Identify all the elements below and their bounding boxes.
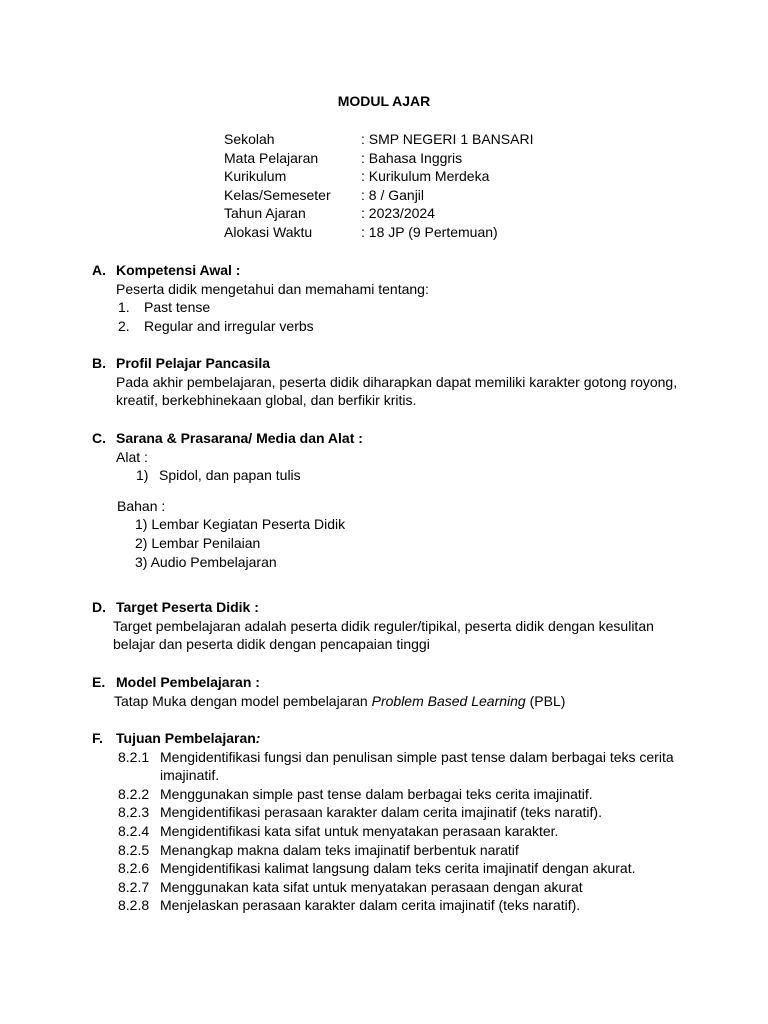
info-row — [224, 204, 533, 223]
list-item — [92, 317, 692, 336]
list-item: 3) Audio Pembelajaran — [135, 553, 277, 570]
list-number: 1. — [118, 299, 130, 316]
info-label: Kelas/Semeseter — [224, 186, 331, 203]
objective-text: Menangkap makna dalam teks imajinatif berbentuk naratif — [160, 841, 519, 858]
section-tujuan-pembelajaran — [92, 729, 692, 915]
section-profil-pelajar — [92, 354, 692, 410]
objective-text: Mengidentifikasi perasaan karakter dalam cerita imajinatif (teks naratif). — [160, 804, 602, 821]
info-value: : Bahasa Inggris — [361, 149, 463, 166]
section-letter: A. — [92, 262, 106, 278]
objective-number: 8.2.2 — [118, 785, 150, 802]
section-letter: C. — [92, 430, 106, 446]
objective-text: Menggunakan simple past tense dalam berbagai teks cerita imajinatif. — [160, 785, 593, 802]
section-letter: B. — [92, 355, 106, 371]
section-heading — [92, 673, 692, 692]
list-item — [92, 298, 692, 317]
section-letter: F. — [92, 730, 103, 746]
list-number: 2. — [118, 317, 130, 334]
objective-text: Mengidentifikasi fungsi dan penulisan simple past tense dalam berbagai teks cerita imajinatif. — [160, 748, 674, 784]
bahan-label: Bahan : — [117, 497, 166, 514]
objective-text: Menjelaskan perasaan karakter dalam cerita imajinatif (teks naratif). — [160, 897, 581, 914]
list-text: Past tense — [144, 299, 211, 316]
info-value: : SMP NEGERI 1 BANSARI — [361, 131, 534, 147]
list-text: Spidol, dan papan tulis — [159, 467, 301, 484]
objective-item — [92, 878, 692, 897]
info-value: : Kurikulum Merdeka — [361, 168, 490, 185]
text-plain: Tatap Muka dengan model pembelajaran — [114, 692, 372, 709]
section-target-peserta — [92, 598, 692, 654]
section-title: Sarana & Prasarana/ Media dan Alat : — [116, 430, 363, 446]
section-title: Kompetensi Awal : — [116, 262, 241, 278]
info-label: Kurikulum — [224, 168, 287, 185]
objective-number: 8.2.8 — [118, 897, 150, 914]
section-heading — [92, 354, 692, 373]
objective-text: Menggunakan kata sifat untuk menyatakan perasaan dengan akurat — [160, 878, 583, 895]
info-value: : 8 / Ganjil — [361, 186, 425, 203]
section-letter: D. — [92, 599, 106, 615]
section-model-pembelajaran — [92, 673, 692, 710]
section-title: Model Pembelajaran : — [116, 674, 260, 690]
section-title: Tujuan Pembelajaran — [116, 730, 256, 746]
paragraph-line: Pada akhir pembelajaran, peserta didik diharapkan dapat memiliki karakter gotong royong, — [116, 373, 678, 390]
list-number: 1) — [136, 467, 149, 484]
paragraph-line: belajar dan peserta didik dengan pencapaian tinggi — [113, 636, 430, 653]
info-row — [224, 223, 533, 242]
info-label: Mata Pelajaran — [224, 149, 319, 166]
info-label: Sekolah — [224, 131, 275, 147]
text-italic: Problem Based Learning — [371, 692, 526, 709]
alat-label: Alat : — [116, 448, 148, 465]
info-row — [224, 167, 533, 186]
info-table — [224, 130, 533, 242]
objective-item — [92, 803, 692, 822]
list-text: Regular and irregular verbs — [144, 317, 314, 334]
section-title-suffix: : — [255, 730, 261, 746]
document-title: MODUL AJAR — [337, 93, 431, 109]
info-value: : 2023/2024 — [361, 205, 435, 222]
paragraph-line — [92, 692, 692, 711]
info-label: Alokasi Waktu — [224, 223, 313, 240]
section-sarana-prasarana — [92, 429, 692, 571]
info-row — [224, 186, 533, 205]
info-row — [224, 130, 533, 149]
section-letter: E. — [92, 674, 106, 690]
section-kompetensi-awal — [92, 261, 692, 335]
objective-item — [92, 822, 692, 841]
objective-item — [92, 748, 692, 785]
objective-item — [92, 785, 692, 804]
objective-item — [92, 841, 692, 860]
section-intro: Peserta didik mengetahui dan memahami tentang: — [116, 280, 429, 297]
list-item: 2) Lembar Penilaian — [135, 534, 261, 551]
objective-number: 8.2.6 — [118, 860, 150, 877]
objective-number: 8.2.3 — [118, 804, 150, 821]
section-title: Profil Pelajar Pancasila — [116, 355, 271, 371]
paragraph-line: kreatif, berkebhinekaan global, dan berfikir kritis. — [116, 392, 417, 409]
text-plain: (PBL) — [525, 692, 566, 709]
objective-text: Mengidentifikasi kata sifat untuk menyatakan perasaan karakter. — [160, 822, 559, 839]
objective-item — [92, 859, 692, 878]
objective-number: 8.2.4 — [118, 822, 150, 839]
info-row — [224, 149, 533, 168]
list-item — [92, 466, 692, 485]
section-heading — [92, 261, 692, 280]
info-value: : 18 JP (9 Pertemuan) — [361, 223, 498, 240]
objective-number: 8.2.1 — [118, 748, 150, 765]
paragraph-line: Target pembelajaran adalah peserta didik reguler/tipikal, peserta didik dengan kesulitan — [113, 617, 654, 634]
objective-number: 8.2.7 — [118, 878, 150, 895]
objective-number: 8.2.5 — [118, 841, 150, 858]
list-item: 1) Lembar Kegiatan Peserta Didik — [135, 516, 346, 533]
section-heading — [92, 729, 692, 748]
section-heading — [92, 598, 692, 617]
info-label: Tahun Ajaran — [224, 205, 306, 222]
section-heading — [92, 429, 692, 448]
section-title: Target Peserta Didik : — [116, 599, 259, 615]
objective-text: Mengidentifikasi kalimat langsung dalam teks cerita imajinatif dengan akurat. — [160, 860, 636, 877]
objective-item — [92, 896, 692, 915]
